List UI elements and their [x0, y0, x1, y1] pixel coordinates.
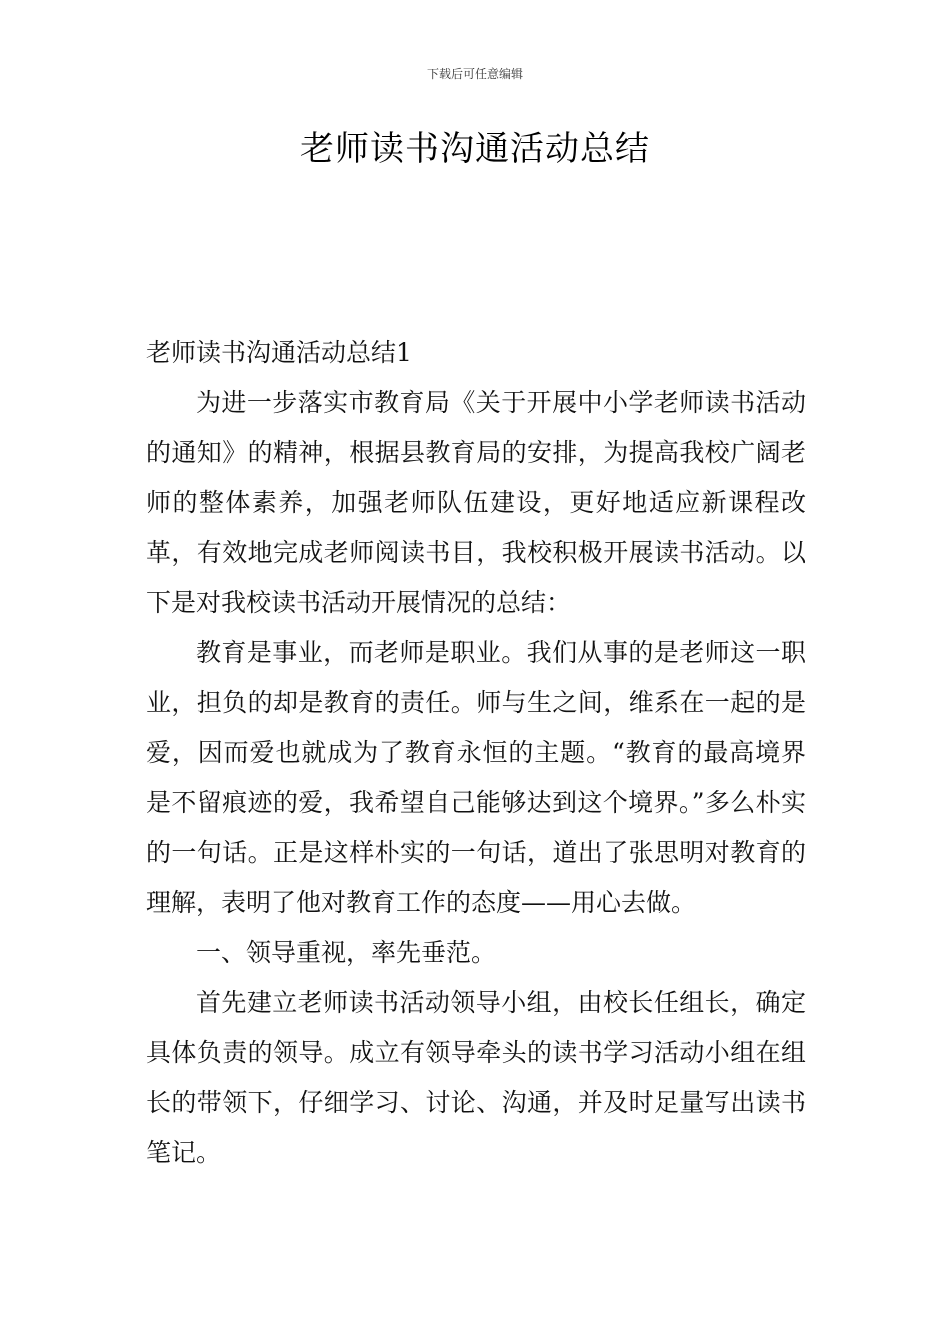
subheading: 一、领导重视，率先垂范。	[196, 938, 497, 967]
paragraph: 教育是事业，而老师是职业。我们从事的是老师这一职业，担负的却是教育的责任。师与生之间，维系在一起的是爱，因而爱也就成为了教育永恒的主题。“教育的最高境界是不留痕迹的爱，我希望自己能够达到这个境界。”多么朴实的一句话。正是这样朴实的一句话，道出了张思明对教育的理解，表明了他对教育工作的态度——用心去做。	[146, 638, 806, 917]
document-title: 老师读书沟通活动总结	[300, 129, 650, 169]
document-body	[146, 328, 806, 1178]
header-note: 下载后可任意编辑	[426, 67, 523, 81]
section-heading: 老师读书沟通活动总结1	[146, 338, 412, 367]
paragraph: 为进一步落实市教育局《关于开展中小学老师读书活动的通知》的精神，根据县教育局的安排，为提高我校广阔老师的整体素养，加强老师队伍建设，更好地适应新课程改革，有效地完成老师阅读书目，我校积极开展读书活动。以下是对我校读书活动开展情况的总结：	[146, 388, 806, 617]
paragraph: 首先建立老师读书活动领导小组，由校长任组长，确定具体负责的领导。成立有领导牵头的读书学习活动小组在组长的带领下，仔细学习、讨论、沟通，并及时足量写出读书笔记。	[146, 988, 806, 1167]
